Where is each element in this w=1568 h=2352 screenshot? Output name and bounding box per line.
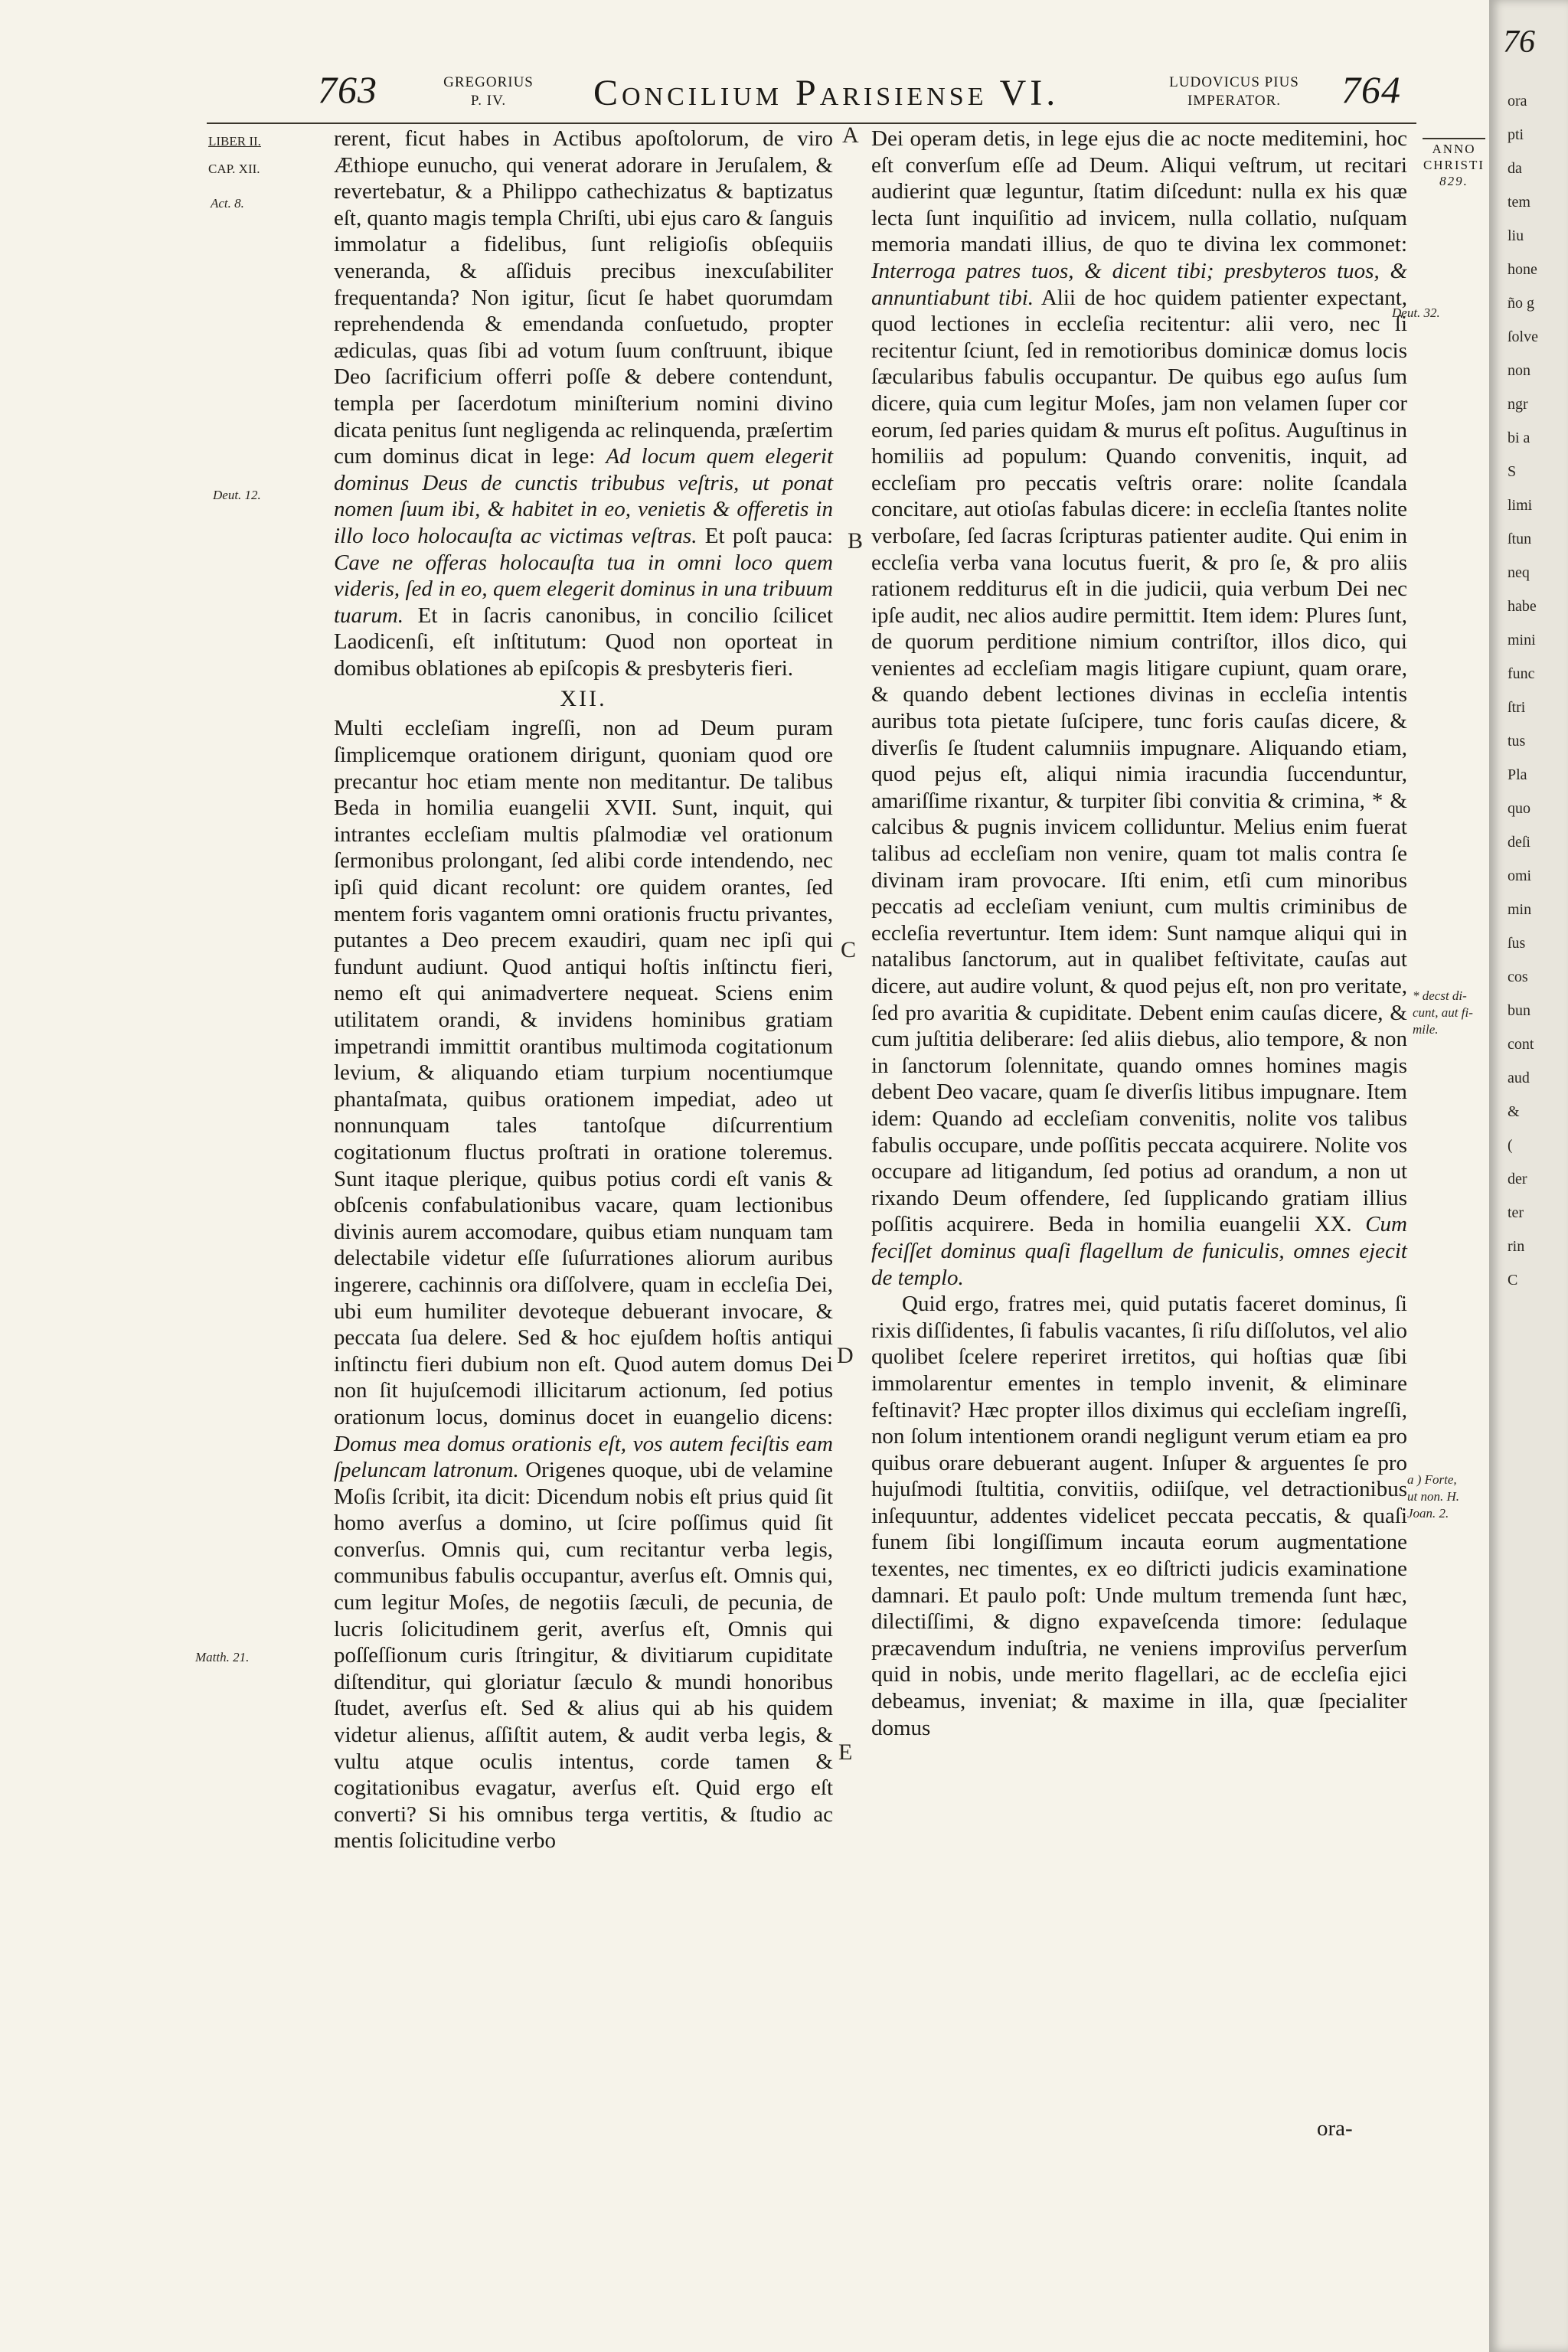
right-p1-quote: Interroga patres tuos, & dicent tibi; presbyteros tuos, & annuntiabunt tibi. xyxy=(871,258,1407,310)
footnote-star-line3: mile. xyxy=(1413,1022,1439,1037)
next-page-fragment: non xyxy=(1508,362,1530,379)
next-page-fragment: liu xyxy=(1508,227,1524,244)
next-page-fragment: ngr xyxy=(1508,396,1528,413)
next-page-fragment: C xyxy=(1508,1272,1518,1289)
next-page-fragment: cos xyxy=(1508,969,1528,985)
next-page-fragment: hone xyxy=(1508,261,1537,278)
left-paragraph-1 xyxy=(334,126,833,681)
catchword: ora- xyxy=(1317,2116,1353,2141)
right-p1-quote-2: Cum feciſſet dominus quaſi flagellum de funiculis, omnes ejecit de templo. xyxy=(871,1212,1407,1290)
next-page-fragment: S xyxy=(1508,463,1517,480)
anno-year: 829. xyxy=(1439,174,1468,188)
anno-label: ANNO xyxy=(1432,142,1476,156)
next-page-fragment: ſtun xyxy=(1508,531,1532,547)
left-p1-mid: Et poſt pauca: xyxy=(704,523,834,548)
left-column xyxy=(334,126,833,1854)
page-title: Concilium Parisiense VI. xyxy=(593,73,1060,113)
footnote-a xyxy=(1407,1472,1459,1522)
next-page-fragment: bun xyxy=(1508,1002,1530,1019)
section-letter-d: D xyxy=(837,1343,854,1368)
right-paragraph-2: Quid ergo, fratres mei, quid putatis faceret dominus, ſi rixis diſſidentes, ſi fabulis vacantes, ſi riſu diſſolutos, vel alio quolibet ſcelere reperiret irretitos, qui hoſtias quæ ſibi immolarentur ementes in templo invenit, & eliminare feſtinavit? Hæc propter illos diximus qui eccleſiam ingreſſi, non ſolum intentionem orandi negligunt verum etiam ea pro quibus orare debuerant augent. Inſuper & arguentes ſe pro hujuſmodi ſtultitia, convitiis, odiiſque, vel detractionibus inſequuntur, addentes videlicet peccata peccatis, & quaſi funem ſibi longiſſimum incauta eorum augmentatione texentes, nec timentes, ex eo diſtricti judicis examinatione damnari. Et paulo poſt: Unde multum tremenda ſunt hæc, dilectiſſimi, & digno expaveſcenda timore: ſedulaque præcavendum induſtria, ne veniens improviſus perverſum quid in nobis, unde merito flagellari, ac de eccleſia ejici debeamus, inveniat; & maxime in illa, quæ ſpecialiter domus xyxy=(871,1292,1407,1740)
section-letter-a: A xyxy=(842,122,859,148)
left-author-title: P. IV. xyxy=(470,93,507,109)
next-page-fragment: mini xyxy=(1508,632,1536,648)
christi-label: CHRISTI xyxy=(1423,158,1485,172)
next-page-fragment: habe xyxy=(1508,598,1537,615)
right-author-name: LUDOVICUS PIUS xyxy=(1169,74,1299,90)
left-p1-text: rerent, ficut habes in Actibus apoſtolorum, de viro Æthiope eunucho, qui venerat adorare in Jeruſalem, & revertebatur, & a Philippo cathechizatus & baptizatus eſt, quanto magis templa Chriſti, ubi ejus caro & ſanguis immolatur a fidelibus, ſunt religioſis obſequiis veneranda, & aſſiduis precibus inexcuſabiliter frequentanda? Non igitur, ſicut ſe habet quorumdam reprehendenda & emendanda conſuetudo, propter ædiculas, quas ſibi ad votum ſuum conſtruunt, ibique Deo ſacrificium offerri poſſe & debere contendunt, templa per ſacerdotum miniſterium nomini divino dicata penitus ſunt negligenda ac relinquenda, præſertim cum dominus dicat in lege: xyxy=(334,126,833,469)
next-page-fragment: bi a xyxy=(1508,430,1530,446)
right-running-author xyxy=(1135,74,1334,127)
left-p1-quote-1: Ad locum quem elegerit dominus Deus de cunctis tribubus veſtris, ut ponat nomen ſuum ibi, & habitet in eo, venietis & offeretis in illo loco holocauſta ac victimas veſtras. xyxy=(334,444,833,548)
footnote-a-line3: Joan. 2. xyxy=(1407,1506,1449,1521)
footnote-star-line2: cunt, aut fi- xyxy=(1413,1005,1473,1020)
margin-act: Act. 8. xyxy=(211,196,244,211)
next-page-fragment: tus xyxy=(1508,733,1526,750)
next-page-fragment: ora xyxy=(1508,93,1527,109)
left-p1-end: Et in ſacris canonibus, in concilio ſcilicet Laodicenſi, eſt inſtitutum: Quod non oporteat in domibus oblationes ab epiſcopis & presbyteris fieri. xyxy=(334,603,833,681)
margin-deut-12: Deut. 12. xyxy=(213,488,261,502)
left-running-author xyxy=(435,74,542,127)
footnote-star-line1: * decst di- xyxy=(1413,988,1467,1003)
margin-matth-21: Matth. 21. xyxy=(195,1650,250,1664)
next-page-fragment: func xyxy=(1508,665,1535,682)
next-page-fragment: ter xyxy=(1508,1204,1524,1221)
left-p2-text: Multi eccleſiam ingreſſi, non ad Deum puram ſimplicemque orationem dirigunt, quoniam quod ore precantur hoc etiam mente non meditantur. De talibus Beda in homilia euangelii XVII. Sunt, inquit, qui intrantes eccleſiam multis pſalmodiæ vel orationum ſermonibus prolongant, ſed alibi corde intendendo, nec ipſi quid dicant recolunt: ore quidem orantes, ſed mentem foris vagantem omni orationis fructu privantes, putantes a Deo precem exaudiri, quam nec ipſi qui fundunt audiunt. Quod antiqui hoſtis inſtinctu fieri, nemo eſt qui animadvertere nequeat. Sciens enim utilitatem orandi, & invidens hominibus gratiam impetrandi immittit orantibus multimoda cogitationum levium, & aliquando etiam turpium nocentiumque phantaſmata, quibus orationem impediat, adeo ut nonnunquam tales tantoſque diſcurrentium cogitationum fluctus proſtrati in oratione toleremus. Sunt itaque plerique, quibus potius cordi eſt vanis & obſcenis confabulationibus vacare, quam lectionibus divinis aurem accomodare, quibus etiam nunquam tam delectabile videtur eſſe ſuſurrationes aliorum auribus ingerere, cachinnis ora diſſolvere, quam in eccleſia Dei, ubi eum humiliter devoteque debuerant invocare, & peccata ſua delere. Sed & hoc ejuſdem hoſtis antiqui inſtinctu fieri dubium non eſt. Quod autem domus Dei non ſit hujuſcemodi illicitarum actionum, ſed potius orationum locus, dominus docet in euangelio dicens: xyxy=(334,716,833,1429)
left-author-name: GREGORIUS xyxy=(443,74,534,90)
next-page-fragment: der xyxy=(1508,1171,1527,1187)
right-paragraph-1 xyxy=(871,126,1407,1291)
left-page-number: 763 xyxy=(318,68,377,111)
next-page-fragment: cont xyxy=(1508,1036,1534,1053)
next-page-fragment: da xyxy=(1508,160,1522,177)
next-page-fragment: min xyxy=(1508,901,1532,918)
next-page-fragment: ſtri xyxy=(1508,699,1526,716)
next-page-fragment: ſolve xyxy=(1508,328,1538,345)
next-page-fragment: omi xyxy=(1508,867,1532,884)
left-p2-end: Origenes quoque, ubi de velamine Moſis ſcribit, ita dicit: Dicendum nobis eſt prius quid ſit homo averſus a domino, ut ſcire poſſimus quid ſit converſus. Omnis qui, cum recitantur verba legis, communibus fabulis occupantur, averſus eſt. Omnis qui, cum legitur Moſes, de negotiis ſæculi, de pecunia, de lucris ſolicitudinem gerit, averſus eſt, Omnis qui poſſeſſionum curis ſtringitur, & divitiarum cupiditate diſtenditur, qui gloriatur ſæculo & mundi honoribus ſtudet, averſus eſt. Sed & alius qui ab his quidem videtur alienus, aſſiſtit autem, & audit verba legis, & vultu atque oculis intentus, corde tamen & cogitationibus evagatur, averſus eſt. Quid ergo eſt converti? Si his omnibus terga vertitis, & ſtudio ac mentis ſolicitudine verbo xyxy=(334,1458,834,1854)
right-p1-end: Alii de hoc quidem patienter expectant, quod lectiones in eccleſia recitentur: alii vero, nec ſi recitentur ſciunt, ſed in remotioribus dominicæ domus locis ſæcularibus fabulis occupantur. De quibus ego auſus ſum dicere, quia cum legitur Moſes, jam non velamen ſuper cor eorum, ſed paries quidam & murus eſt poſitus. Auguſtinus in homiliis ad populum: Quando convenitis, inquit, ad eccleſiam pro peccatis veſtris orare: nolite ſcandala concitare, aut otioſas fabulas dicere: in eccleſia ſtantes nolite verboſare, ſed ſacras ſcripturas patienter audite. Qui enim in eccleſia verba vana locutus fuerit, & pro ſe, & pro aliis rationem redditurus eſt in die judicii, quia verbum Dei nec ipſe audit, nec alios audire permittit. Item idem: Plures ſunt, de quorum perditione nimium contriſtor, illos dico, qui venientes ad eccleſiam magis litigare cupiunt, quam orare, & quando debent lectiones divinas in eccleſia intentis auribus tota pietate ſuſcipere, tunc foris cauſas dicere, & diverſis ſe ſtudent calumniis impugnare. Aliquando etiam, quod pejus eſt, aliqui nimia iracundia ſuccenduntur, amariſſime rixantur, & turpiter ſibi convitia & crimina, * & calcibus & pugnis invicem colliduntur. Melius enim fuerat talibus ad eccleſiam non venire, quam tot malis contra ſe divinam iram provocare. Iſti enim, etſi cum minoribus peccatis ad eccleſiam veniunt, cum multis criminibus de eccleſia revertuntur. Item idem: Sunt namque aliqui qui in natalibus ſanctorum, aut in qualibet feſtivitate, cauſas aut dicere, aut audire volunt, & quod pejus eſt, non pro veritate, ſed pro avaritia & cupiditate. Debent enim cauſas dicere, & cum juſtitia deliberare: ſed aliis diebus, alio tempore, & non in ſanctorum ſolennitate, quando omnes homines magis debent Deo vacare, quam ſe diverſis litibus impugnare. Item idem: Quando ad eccleſiam convenitis, nolite vos talibus fabulis occupare, unde poſſitis peccata acquirere. Nolite vos occupare ad litigandum, ſed potius ad orandum, a non ut rixando Deum offendere, ſed ſupplicando gratiam illius poſſitis acquirere. Beda in homilia euangelii XX. xyxy=(871,285,1408,1237)
anno-christi xyxy=(1423,138,1485,189)
next-page-fragment: ño g xyxy=(1508,295,1534,312)
next-page-fragment: tem xyxy=(1508,194,1530,211)
next-page-number: 76 xyxy=(1503,24,1535,60)
footnote-a-line1: a ) Forte, xyxy=(1407,1472,1457,1487)
section-letter-b: B xyxy=(848,528,864,554)
left-p2-quote: Domus mea domus orationis eſt, vos autem feciſtis eam ſpeluncam latronum. xyxy=(334,1431,833,1483)
next-page-sliver xyxy=(1489,0,1568,2352)
next-page-fragment: ſus xyxy=(1508,935,1526,952)
next-page-fragment: aud xyxy=(1508,1070,1530,1086)
left-p1-quote-2: Cave ne offeras holocauſta tua in omni loco quem videris, ſed in eo, quem elegerit dominus in una tribuum tuarum. xyxy=(334,550,833,628)
next-page-fragment: neq xyxy=(1508,564,1530,581)
next-page-fragment: quo xyxy=(1508,800,1530,817)
next-page-fragment: rin xyxy=(1508,1238,1525,1255)
next-page-fragment: deſi xyxy=(1508,834,1530,851)
header-rule xyxy=(207,122,1416,124)
margin-cap: CAP. XII. xyxy=(208,162,260,176)
right-column xyxy=(871,126,1407,1741)
section-letter-c: C xyxy=(841,937,857,962)
next-page-fragment: & xyxy=(1508,1103,1520,1120)
next-page-fragments xyxy=(1489,84,1568,1297)
section-heading-xii: XII. xyxy=(560,686,607,712)
next-page-fragment: pti xyxy=(1508,126,1524,143)
margin-liber: LIBER II. xyxy=(208,134,261,149)
right-p1-text: Dei operam detis, in lege ejus die ac nocte meditemini, hoc eſt converſum eſſe ad Deum. Aliqui veſtrum, ut recitari audierint quæ leguntur, ſtatim diſcedunt: nulla ex his quæ lecta ſunt inquiſitio ad invicem, nulla collatio, nuſquam memoria mandati illius, de quo te divina lex commonet: xyxy=(871,126,1407,257)
left-paragraph-2 xyxy=(334,715,833,1854)
margin-deut-32: Deut. 32. xyxy=(1392,305,1440,320)
next-page-fragment: ( xyxy=(1508,1137,1513,1154)
footnote-a-line2: ut non. H. xyxy=(1407,1489,1459,1504)
next-page-fragment: Pla xyxy=(1508,766,1527,783)
footnote-star xyxy=(1413,988,1473,1038)
section-letter-e: E xyxy=(838,1740,853,1765)
right-author-title: IMPERATOR. xyxy=(1187,93,1282,109)
next-page-fragment: limi xyxy=(1508,497,1533,514)
right-page-number: 764 xyxy=(1341,68,1401,111)
